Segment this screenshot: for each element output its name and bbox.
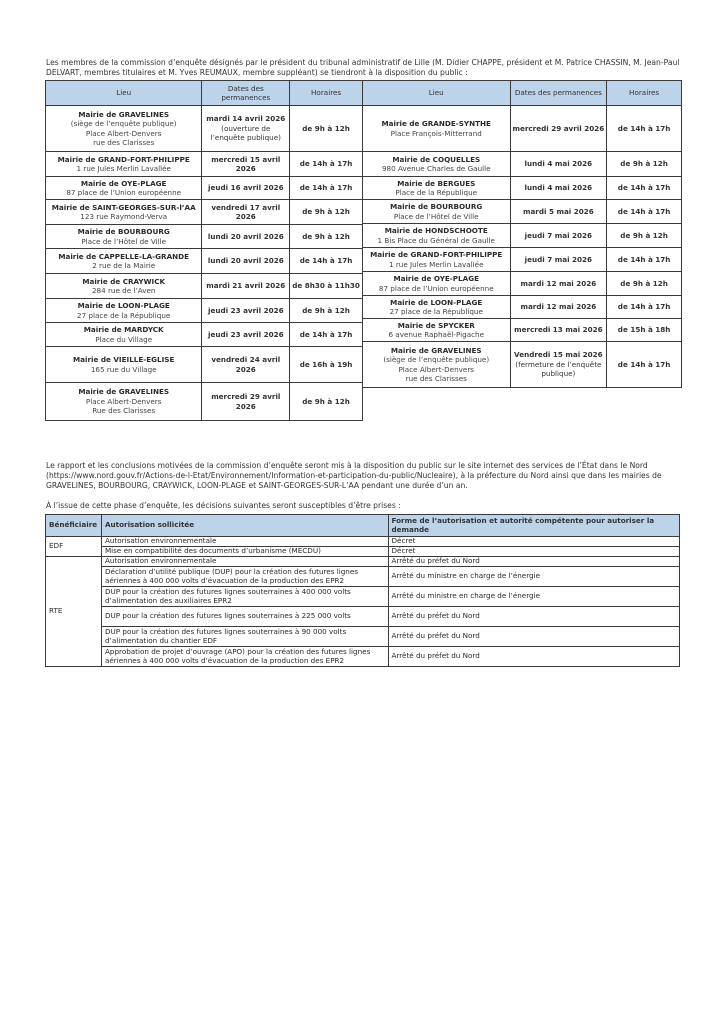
authorization-row bbox=[46, 647, 680, 667]
permanence-date: mercredi 29 avril 2026 bbox=[211, 392, 281, 411]
authority-cell: Arrêté du préfet du Nord bbox=[388, 607, 680, 627]
date-cell bbox=[510, 152, 607, 177]
permanence-row bbox=[46, 299, 363, 323]
lieu-cell bbox=[363, 224, 511, 248]
location-address: Place de l’Hôtel de Ville bbox=[81, 236, 167, 246]
location-address: 123 rue Raymond-Verva bbox=[80, 212, 168, 221]
permanence-row bbox=[46, 106, 363, 152]
date-cell bbox=[510, 224, 607, 248]
permanence-date: mercredi 29 avril 2026 bbox=[512, 123, 605, 133]
permanence-date: jeudi 23 avril 2026 bbox=[208, 329, 284, 339]
permanence-row bbox=[363, 319, 682, 342]
hours-cell: de 15h à 18h bbox=[607, 319, 682, 342]
permanence-row bbox=[363, 248, 682, 272]
permanence-row bbox=[46, 249, 363, 274]
location-address: Place Albert-Denvers bbox=[85, 128, 162, 138]
permanence-date: lundi 4 mai 2026 bbox=[524, 183, 593, 193]
authorization-cell: Déclaration d’utilité publique (DUP) pour la création des futures lignes aériennes à 400 000 volts d’évacuation de la production des EPR2 bbox=[101, 567, 388, 587]
hours-cell: de 8h30 à 11h30 bbox=[290, 274, 363, 299]
authorization-row bbox=[46, 547, 680, 557]
location-name: Mairie de CRAYWICK bbox=[82, 276, 166, 286]
authorization-row bbox=[46, 607, 680, 627]
location-name: Mairie de GRAND-FORT-PHILIPPE bbox=[57, 154, 190, 164]
hours-cell: de 14h à 17h bbox=[607, 200, 682, 224]
location-address: 87 place de l’Union européenne bbox=[66, 188, 182, 197]
beneficiary-cell: EDF bbox=[46, 537, 102, 557]
hours-cell: de 9h à 12h bbox=[290, 225, 363, 249]
permanence-row bbox=[46, 383, 363, 421]
location-address: 1 Bis Place du Général de Gaulle bbox=[377, 235, 495, 245]
permanence-row bbox=[363, 342, 682, 388]
permanence-row bbox=[46, 225, 363, 249]
header-lieu: Lieu bbox=[363, 81, 511, 106]
permanences-table-left bbox=[45, 80, 363, 421]
permanence-row bbox=[363, 296, 682, 319]
date-cell bbox=[202, 152, 290, 177]
authorization-cell: DUP pour la création des futures lignes souterraines à 90 000 volts d’alimentation du chantier EDF bbox=[101, 627, 388, 647]
location-address: 1 rue Jules Merlin Lavallée bbox=[388, 259, 484, 269]
authorization-row bbox=[46, 537, 680, 547]
date-cell bbox=[202, 249, 290, 274]
date-cell bbox=[510, 177, 607, 200]
location-address: 1 rue Jules Merlin Lavallée bbox=[76, 164, 171, 173]
permanences-left-body bbox=[46, 106, 363, 421]
location-name: Mairie de OYE-PLAGE bbox=[393, 274, 480, 284]
location-name: Mairie de HONDSCHOOTE bbox=[384, 226, 488, 236]
permanence-date: mardi 14 avril 2026 bbox=[206, 114, 286, 124]
hours-cell: de 9h à 12h bbox=[290, 383, 363, 421]
permanence-date: mardi 12 mai 2026 bbox=[520, 278, 597, 288]
header-autorisation: Autorisation sollicitée bbox=[101, 515, 388, 537]
authorization-cell: Approbation de projet d’ouvrage (APO) pour la création des futures lignes aériennes à 400 000 volts d’évacuation de la production des EPR2 bbox=[101, 647, 388, 667]
location-address: 27 place de la République bbox=[77, 310, 171, 320]
lieu-cell bbox=[46, 177, 202, 200]
location-name: Mairie de VIEILLE-EGLISE bbox=[73, 355, 175, 365]
lieu-cell bbox=[363, 200, 511, 224]
lieu-cell bbox=[363, 177, 511, 200]
permanence-date: vendredi 24 avril 2026 bbox=[211, 355, 281, 374]
location-address: Place de l’Hôtel de Ville bbox=[393, 211, 479, 221]
location-name: Mairie de GRAND-FORT-PHILIPPE bbox=[370, 250, 503, 260]
location-name: Mairie de BERGUES bbox=[397, 178, 476, 188]
authority-cell: Décret bbox=[388, 537, 680, 547]
location-name: Mairie de GRAVELINES bbox=[390, 345, 482, 355]
location-name: Mairie de SAINT-GEORGES-SUR-l’AA bbox=[51, 202, 196, 212]
permanence-date: vendredi 17 avril 2026 bbox=[211, 202, 281, 221]
header-forme: Forme de l’autorisation et autorité compétente pour autoriser la demande bbox=[388, 515, 680, 537]
lieu-cell bbox=[46, 323, 202, 347]
permanence-date: mardi 21 avril 2026 bbox=[206, 281, 286, 291]
date-cell bbox=[202, 347, 290, 383]
permanence-date: mardi 12 mai 2026 bbox=[520, 302, 597, 312]
hours-cell: de 14h à 17h bbox=[290, 249, 363, 274]
report-paragraph: Le rapport et les conclusions motivées de la commission d’enquête seront mis à la disposition du public sur le site internet des services de l’État dans le Nord (https://www.nord.gouv.fr/Actions-de-l-Etat/Environnement/Information-et-participation-du-public/Nucleaire), à la préfecture du Nord ainsi que dans les mairies de GRAVELINES, BOURBOURG, CRAYWICK, LOON-PLAGE et SAINT-GEORGES-SUR-L’AA pendant une durée d’un an. bbox=[46, 460, 662, 491]
authorization-row bbox=[46, 557, 680, 567]
authority-cell: Arrêté du préfet du Nord bbox=[388, 557, 680, 567]
hours-cell: de 14h à 17h bbox=[290, 323, 363, 347]
permanence-row bbox=[363, 224, 682, 248]
location-name: Mairie de GRAVELINES bbox=[78, 109, 170, 119]
authorization-row bbox=[46, 567, 680, 587]
location-address: Place Albert-Denvers bbox=[398, 364, 475, 374]
permanence-date-note: (fermeture de l’enquête publique) bbox=[515, 359, 602, 379]
date-cell bbox=[202, 299, 290, 323]
permanence-row bbox=[363, 152, 682, 177]
location-address: 27 place de la République bbox=[389, 307, 483, 316]
hours-cell: de 9h à 12h bbox=[290, 200, 363, 225]
permanence-row bbox=[46, 274, 363, 299]
permanence-row bbox=[46, 152, 363, 177]
location-name: Mairie de COQUELLES bbox=[392, 154, 481, 164]
lieu-cell bbox=[46, 383, 202, 421]
hours-cell: de 14h à 17h bbox=[607, 177, 682, 200]
hours-cell: de 14h à 17h bbox=[607, 248, 682, 272]
header-dates: Dates des permanences bbox=[202, 81, 290, 106]
date-cell bbox=[202, 200, 290, 225]
header-horaires: Horaires bbox=[290, 81, 363, 106]
permanence-date: mardi 5 mai 2026 bbox=[522, 206, 594, 216]
location-address: 87 place de l’Union européenne bbox=[378, 283, 494, 293]
lieu-cell bbox=[46, 299, 202, 323]
location-name: Mairie de MARDYCK bbox=[83, 325, 164, 335]
hours-cell: de 9h à 12h bbox=[290, 106, 363, 152]
permanences-right-body bbox=[363, 106, 682, 388]
decisions-intro: À l’issue de cette phase d’enquête, les décisions suivantes seront susceptibles d’être prises : bbox=[46, 500, 401, 510]
lieu-cell bbox=[363, 319, 511, 342]
authorization-cell: Autorisation environnementale bbox=[101, 557, 388, 567]
hours-cell: de 9h à 12h bbox=[607, 272, 682, 296]
authorization-row bbox=[46, 587, 680, 607]
location-address: Place du Village bbox=[95, 334, 153, 344]
permanence-row bbox=[363, 106, 682, 152]
lieu-cell bbox=[363, 248, 511, 272]
location-address: 980 Avenue Charles de Gaulle bbox=[381, 164, 491, 173]
location-address: rue des Clarisses bbox=[405, 373, 467, 383]
permanence-date: mercredi 13 mai 2026 bbox=[514, 325, 603, 335]
authorization-cell: DUP pour la création des futures lignes souterraines à 225 000 volts bbox=[101, 607, 388, 627]
date-cell bbox=[510, 248, 607, 272]
permanence-date: jeudi 16 avril 2026 bbox=[208, 183, 284, 193]
lieu-cell bbox=[46, 274, 202, 299]
authority-cell: Arrêté du préfet du Nord bbox=[388, 647, 680, 667]
date-cell bbox=[510, 319, 607, 342]
location-address: 6 avenue Raphaël-Pigache bbox=[388, 330, 485, 339]
hours-cell: de 9h à 12h bbox=[607, 224, 682, 248]
location-address: 2 rue de la Mairie bbox=[92, 261, 156, 270]
location-name: Mairie de BOURBOURG bbox=[390, 202, 483, 212]
header-dates: Dates des permanences bbox=[510, 81, 607, 106]
lieu-cell bbox=[363, 106, 511, 152]
permanence-date: lundi 20 avril 2026 bbox=[207, 231, 284, 241]
location-name: Mairie de OYE-PLAGE bbox=[80, 178, 167, 188]
lieu-cell bbox=[46, 200, 202, 225]
permanence-date: jeudi 7 mai 2026 bbox=[524, 230, 593, 240]
permanence-date: lundi 20 avril 2026 bbox=[207, 256, 284, 266]
authorization-cell: DUP pour la création des futures lignes souterraines à 400 000 volts d’alimentation des auxiliaires EPR2 bbox=[101, 587, 388, 607]
authorization-cell: Autorisation environnementale bbox=[101, 537, 388, 547]
intro-paragraph: Les membres de la commission d’enquête désignés par le président du tribunal administratif de Lille (M. Didier CHAPPE, président et M. Patrice CHASSIN, M. Jean-Paul DELVART, membres titulaires et M. Yves REUMAUX, membre suppléant) se tiendront à la disposition du public : bbox=[46, 57, 680, 77]
location-name: Mairie de LOON-PLAGE bbox=[77, 301, 170, 311]
header-horaires: Horaires bbox=[607, 81, 682, 106]
date-cell bbox=[510, 342, 607, 388]
lieu-cell bbox=[363, 272, 511, 296]
date-cell bbox=[202, 383, 290, 421]
authorizations-body bbox=[46, 537, 680, 667]
lieu-cell bbox=[46, 152, 202, 177]
permanences-table-right bbox=[362, 80, 682, 388]
hours-cell: de 14h à 17h bbox=[607, 342, 682, 388]
hours-cell: de 14h à 17h bbox=[290, 177, 363, 200]
permanence-row bbox=[46, 177, 363, 200]
permanence-date: Vendredi 15 mai 2026 bbox=[514, 350, 603, 360]
permanence-row bbox=[363, 200, 682, 224]
authority-cell: Arrêté du ministre en charge de l’énergie bbox=[388, 587, 680, 607]
permanence-date-note: (ouverture de l’enquête publique) bbox=[210, 123, 281, 143]
permanence-row bbox=[363, 177, 682, 200]
hours-cell: de 14h à 17h bbox=[290, 152, 363, 177]
date-cell bbox=[202, 177, 290, 200]
hours-cell: de 14h à 17h bbox=[607, 296, 682, 319]
hours-cell: de 16h à 19h bbox=[290, 347, 363, 383]
hours-cell: de 14h à 17h bbox=[607, 106, 682, 152]
permanence-row bbox=[46, 347, 363, 383]
permanence-row bbox=[46, 323, 363, 347]
location-address: Place François-Mitterrand bbox=[390, 128, 482, 138]
lieu-cell bbox=[363, 296, 511, 319]
authorization-cell: Mise en compatibilité des documents d’urbanisme (MECDU) bbox=[101, 547, 388, 557]
location-name: Mairie de BOURBOURG bbox=[77, 227, 170, 237]
lieu-cell bbox=[46, 347, 202, 383]
location-address: Place de la République bbox=[395, 188, 478, 197]
permanence-row bbox=[46, 200, 363, 225]
lieu-cell bbox=[363, 342, 511, 388]
lieu-cell bbox=[46, 106, 202, 152]
permanence-date: mercredi 15 avril 2026 bbox=[211, 154, 281, 173]
location-address: Place Albert-Denvers bbox=[85, 396, 162, 406]
date-cell bbox=[202, 274, 290, 299]
permanence-date: jeudi 7 mai 2026 bbox=[524, 254, 593, 264]
date-cell bbox=[202, 323, 290, 347]
beneficiary-cell: RTE bbox=[46, 557, 102, 667]
permanence-date: lundi 4 mai 2026 bbox=[524, 159, 593, 169]
date-cell bbox=[510, 272, 607, 296]
authority-cell: Décret bbox=[388, 547, 680, 557]
authorizations-table bbox=[45, 514, 680, 667]
location-name: Mairie de LOON-PLAGE bbox=[390, 297, 483, 307]
authority-cell: Arrêté du ministre en charge de l’énergie bbox=[388, 567, 680, 587]
location-address: (siège de l’enquête publique) bbox=[70, 119, 177, 129]
lieu-cell bbox=[46, 249, 202, 274]
header-beneficiaire: Bénéficiaire bbox=[46, 515, 102, 537]
location-name: Mairie de GRANDE-SYNTHE bbox=[381, 119, 491, 129]
permanence-date: jeudi 23 avril 2026 bbox=[208, 305, 284, 315]
header-lieu: Lieu bbox=[46, 81, 202, 106]
lieu-cell bbox=[363, 152, 511, 177]
date-cell bbox=[510, 106, 607, 152]
authority-cell: Arrêté du préfet du Nord bbox=[388, 627, 680, 647]
date-cell bbox=[202, 225, 290, 249]
location-address: rue des Clarisses bbox=[93, 137, 155, 147]
location-name: Mairie de CAPPELLE-LA-GRANDE bbox=[58, 251, 190, 261]
date-cell bbox=[510, 200, 607, 224]
authorization-row bbox=[46, 627, 680, 647]
location-address: Rue des Clarisses bbox=[92, 406, 156, 416]
hours-cell: de 9h à 12h bbox=[290, 299, 363, 323]
lieu-cell bbox=[46, 225, 202, 249]
location-name: Mairie de SPYCKER bbox=[397, 320, 475, 330]
location-address: (siège de l’enquête publique) bbox=[383, 355, 490, 365]
hours-cell: de 9h à 12h bbox=[607, 152, 682, 177]
location-address: 165 rue du Village bbox=[90, 364, 157, 374]
date-cell bbox=[202, 106, 290, 152]
date-cell bbox=[510, 296, 607, 319]
location-name: Mairie de GRAVELINES bbox=[78, 387, 170, 397]
permanence-row bbox=[363, 272, 682, 296]
location-address: 284 rue de l’Aven bbox=[91, 286, 156, 295]
